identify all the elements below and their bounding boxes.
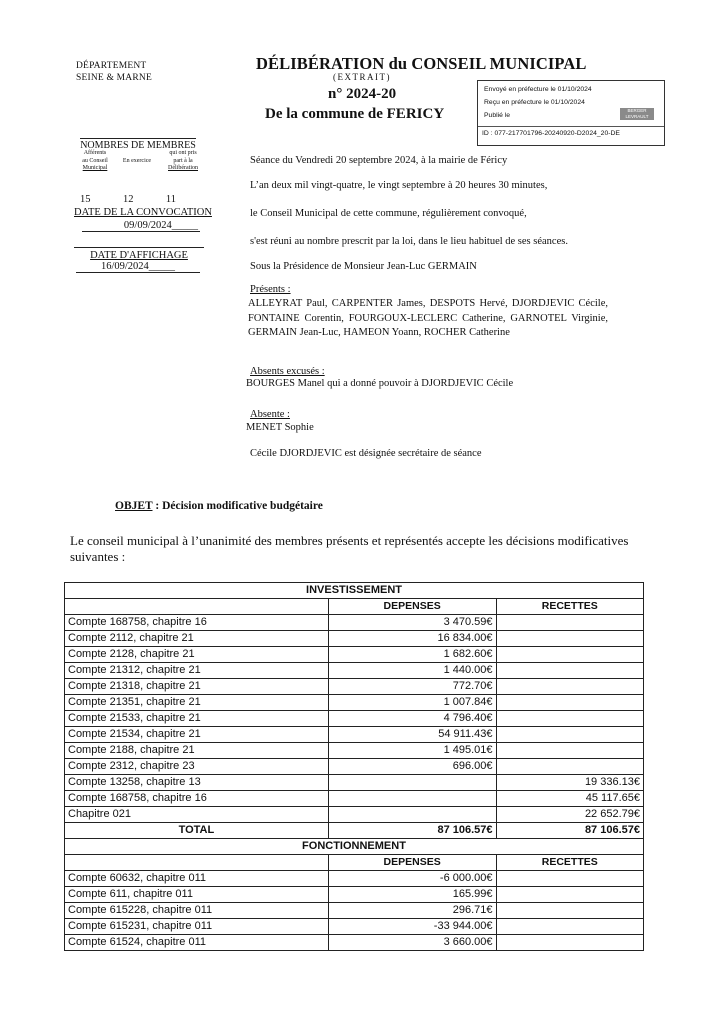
total-label: TOTAL [65,823,329,839]
row-recettes [496,743,643,759]
table-row [65,711,644,727]
row-depenses: 165.99€ [328,887,496,903]
table-row [65,919,644,935]
row-label: Compte 21318, chapitre 21 [65,679,329,695]
row-recettes [496,903,643,919]
table-row [65,887,644,903]
absents-list: BOURGES Manel qui a donné pouvoir à DJORDJEVIC Cécile [246,378,514,389]
table-row [65,791,644,807]
investissement-title: INVESTISSEMENT [65,583,644,599]
row-recettes [496,663,643,679]
stamp-published: Publié le [484,112,511,119]
table-row [65,679,644,695]
table-row [65,807,644,823]
table-row [65,727,644,743]
row-label: Compte 2312, chapitre 23 [65,759,329,775]
row-recettes [496,935,643,951]
row-depenses: 3 660.00€ [328,935,496,951]
intro-paragraph: Le conseil municipal à l’unanimité des membres présents et représentés accepte les décisions modificatives suivantes : [70,533,629,564]
row-label: Compte 60632, chapitre 011 [65,871,329,887]
fonctionnement-header-row [65,839,644,855]
stamp-sent: Envoyé en préfecture le 01/10/2024 [484,86,592,93]
affichage-label: DATE D'AFFICHAGE [74,247,204,261]
members-col-pris-part-l3: Délibération [168,165,198,171]
members-afferents-value: 15 [80,194,91,205]
total-row [65,823,644,839]
table-row [65,871,644,887]
members-col-pris-part-l1: qui ont pris [169,150,197,156]
presidence-line: Sous la Présidence de Monsieur Jean-Luc GERMAIN [250,261,477,272]
row-label: Compte 2188, chapitre 21 [65,743,329,759]
members-pris-part-value: 11 [165,194,176,205]
members-exercice-value: 12 [122,194,134,205]
row-depenses: 1 440.00€ [328,663,496,679]
department-label: DÉPARTEMENT [76,61,147,71]
table-row [65,935,644,951]
row-depenses: 54 911.43€ [328,727,496,743]
row-depenses: 1 495.01€ [328,743,496,759]
absente-label: Absente : [250,409,290,420]
prefecture-stamp [477,80,665,146]
stamp-received: Reçu en préfecture le 01/10/2024 [484,99,585,106]
budget-table [64,582,644,951]
row-depenses [328,775,496,791]
objet-text: Décision modificative budgétaire [162,500,323,512]
row-depenses: 772.70€ [328,679,496,695]
row-label: Compte 61524, chapitre 011 [65,935,329,951]
row-depenses: 696.00€ [328,759,496,775]
row-depenses: 3 470.59€ [328,615,496,631]
column-depenses: DEPENSES [328,599,496,615]
department-block [76,60,152,84]
row-label: Compte 168758, chapitre 16 [65,791,329,807]
row-recettes: 22 652.79€ [496,807,643,823]
row-depenses: 296.71€ [328,903,496,919]
stamp-id: ID : 077-217701796-20240920-D2024_20-DE [482,130,620,137]
table-row [65,615,644,631]
row-label: Compte 615228, chapitre 011 [65,903,329,919]
row-recettes [496,695,643,711]
members-numbers [80,194,190,205]
members-col-exercice-label: En exercice [122,157,152,164]
row-recettes [496,615,643,631]
absents-label: Absents excusés : [250,366,325,377]
convocation-date: 09/09/2024_____ [82,220,200,232]
berger-levrault-logo: BERGER LEVRAULT [620,108,654,120]
row-recettes [496,679,643,695]
table-row [65,759,644,775]
investissement-columns-row [65,599,644,615]
row-depenses: -6 000.00€ [328,871,496,887]
row-recettes [496,871,643,887]
column-label-empty [65,599,329,615]
members-col-pris-part-l2: part à la [173,157,193,164]
budget-table-body [65,583,644,951]
row-recettes [496,759,643,775]
department-name: SEINE & MARNE [76,73,152,83]
document-title: DÉLIBÉRATION du CONSEIL MUNICIPAL [256,54,587,73]
row-label: Compte 21533, chapitre 21 [65,711,329,727]
table-row [65,775,644,791]
table-row [65,695,644,711]
investissement-header-row [65,583,644,599]
row-label: Compte 168758, chapitre 16 [65,615,329,631]
members-subheaders [76,150,206,173]
presents-list: ALLEYRAT Paul, CARPENTER James, DESPOTS Hervé, DJORDJEVIC Cécile, FONTAINE Corentin, FOURGOUX-LECLERC Catherine, GARNOTEL Virginie, GERMAIN Jean-Luc, HAMEON Yoann, ROCHER Catherine [248,298,608,338]
row-depenses: 16 834.00€ [328,631,496,647]
row-depenses: 1 682.60€ [328,647,496,663]
table-row [65,631,644,647]
row-label: Compte 615231, chapitre 011 [65,919,329,935]
document-extrait: (EXTRAIT) [333,72,391,82]
row-recettes: 19 336.13€ [496,775,643,791]
fonctionnement-columns-row [65,855,644,871]
objet-label: OBJET [115,500,153,512]
seance-line: Séance du Vendredi 20 septembre 2024, à la mairie de Féricy [250,155,508,166]
row-label: Compte 2112, chapitre 21 [65,631,329,647]
convocation-label: DATE DE LA CONVOCATION [74,207,212,218]
table-row [65,903,644,919]
conseil-line: le Conseil Municipal de cette commune, régulièrement convoqué, [250,208,527,219]
row-recettes [496,647,643,663]
date-line: L’an deux mil vingt-quatre, le vingt septembre à 20 heures 30 minutes, [250,180,548,191]
table-row [65,647,644,663]
row-label: Compte 611, chapitre 011 [65,887,329,903]
commune-title: De la commune de FERICY [265,106,445,122]
row-recettes [496,887,643,903]
total-recettes: 87 106.57€ [496,823,643,839]
members-title: NOMBRES DE MEMBRES [80,140,196,151]
row-recettes [496,631,643,647]
members-col-afferents [76,150,114,173]
presents-label: Présents : [250,284,291,295]
absente-name: MENET Sophie [246,422,314,433]
row-label: Compte 2128, chapitre 21 [65,647,329,663]
reuni-line: s'est réuni au nombre prescrit par la loi, dans le lieu habituel de ses séances. [250,236,568,247]
members-col-exercice [119,150,155,173]
members-col-afferents-l3: Municipal [82,165,108,171]
row-depenses: 4 796.40€ [328,711,496,727]
members-col-pris-part [160,150,206,173]
column-label-empty [65,855,329,871]
deliberation-number: n° 2024-20 [328,86,397,102]
row-depenses: -33 944.00€ [328,919,496,935]
members-col-afferents-l2: au Conseil [82,157,108,164]
table-row [65,663,644,679]
row-recettes [496,919,643,935]
objet-line [115,500,323,512]
members-col-afferents-l1: Afférents [83,150,107,156]
column-recettes: RECETTES [496,599,643,615]
row-label: Compte 13258, chapitre 13 [65,775,329,791]
row-recettes [496,711,643,727]
secretaire-line: Cécile DJORDJEVIC est désignée secrétaire de séance [250,448,482,459]
row-depenses [328,791,496,807]
column-recettes: RECETTES [496,855,643,871]
row-recettes: 45 117.65€ [496,791,643,807]
table-row [65,743,644,759]
row-label: Compte 21534, chapitre 21 [65,727,329,743]
row-recettes [496,727,643,743]
row-label: Compte 21351, chapitre 21 [65,695,329,711]
row-label: Compte 21312, chapitre 21 [65,663,329,679]
total-depenses: 87 106.57€ [328,823,496,839]
row-depenses [328,807,496,823]
fonctionnement-title: FONCTIONNEMENT [65,839,644,855]
stamp-divider [478,126,664,127]
objet-separator: : [152,500,163,512]
column-depenses: DEPENSES [328,855,496,871]
row-depenses: 1 007.84€ [328,695,496,711]
affichage-date: 16/09/2024_____ [76,261,200,273]
row-label: Chapitre 021 [65,807,329,823]
